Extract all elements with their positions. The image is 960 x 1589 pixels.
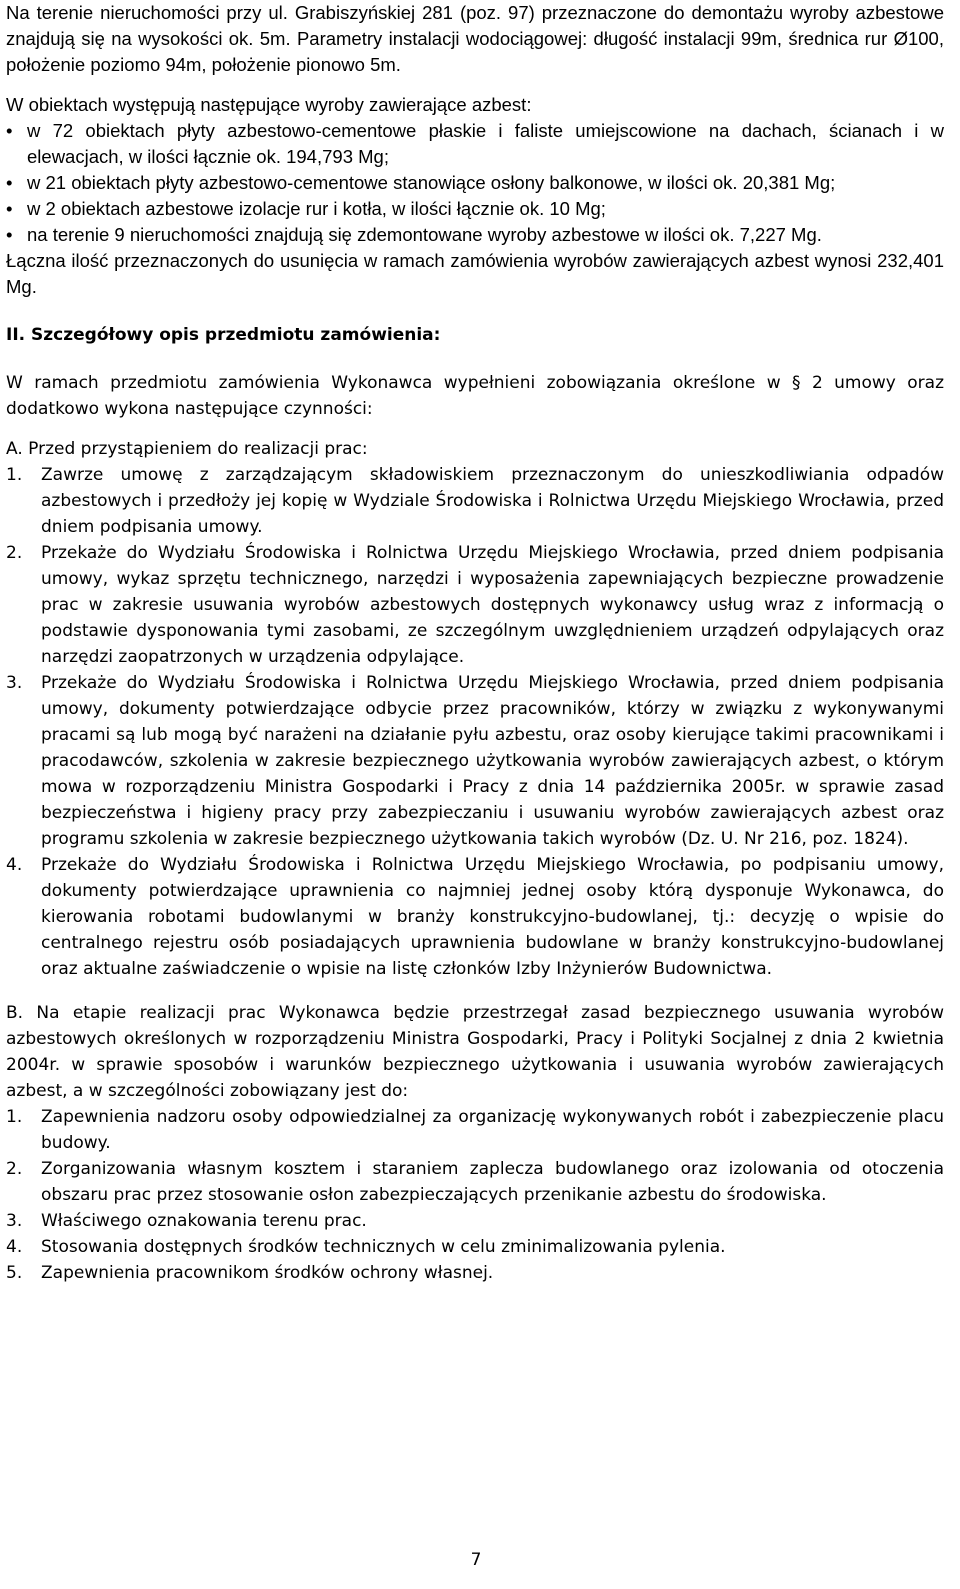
bullet-icon: • <box>6 172 13 193</box>
total-paragraph: Łączna ilość przeznaczonych do usunięcia w ramach zamówienia wyrobów zawierających azbest wynosi 232,401 Mg. <box>6 250 944 297</box>
item-text: Zorganizowania własnym kosztem i staraniem zaplecza budowlanego oraz izolowania od otoczenia obszaru prac przez stosowanie osłon zabezpieczających przenikanie azbestu do środowiska. <box>41 1159 944 1205</box>
list-item <box>6 670 944 852</box>
item-text: Przekaże do Wydziału Środowiska i Rolnictwa Urzędu Miejskiego Wrocławia, po podpisaniu umowy, dokumenty potwierdzające uprawnienia co najmniej jednej osoby którą dysponuje Wykonawca, do kierowania robotami budowlanymi w branży konstrukcyjno-budowlanej, tj.: decyzję o wpisie do centralnego rejestru osób posiadających uprawnienia budowlane w branży konstrukcyjno-budowlanej oraz aktualne zaświadczenie o wpisie na listę członków Izby Inżynierów Budownictwa. <box>41 855 944 979</box>
section-b-list <box>6 1104 944 1286</box>
bullet-icon: • <box>6 198 13 219</box>
section-a-list <box>6 462 944 982</box>
list-item <box>6 118 944 170</box>
item-number: 2. <box>6 1159 23 1179</box>
list-item-text: w 72 obiektach płyty azbestowo-cementowe płaskie i faliste umiejscowione na dachach, ścianach i w elewacjach, w ilości łącznie ok. 194,793 Mg; <box>27 120 944 167</box>
document-page <box>6 0 944 1286</box>
section-b-title: B. Na etapie realizacji prac Wykonawca będzie przestrzegał zasad bezpiecznego usuwania wyrobów azbestowych określonych w rozporządzeniu Ministra Gospodarki, Pracy i Polityki Socjalnej z dnia 2 kwietnia 2004r. w sprawie sposobów i warunków bezpiecznego użytkowania i usuwania wyrobów zawierających azbest, a w szczególności zobowiązany jest do: <box>6 1003 944 1101</box>
item-text: Zapewnienia pracownikom środków ochrony własnej. <box>41 1263 494 1283</box>
item-text: Stosowania dostępnych środków technicznych w celu zminimalizowania pylenia. <box>41 1237 726 1257</box>
section-a-title: A. Przed przystąpieniem do realizacji prac: <box>6 439 368 459</box>
section-heading: II. Szczegółowy opis przedmiotu zamówienia: <box>6 325 441 345</box>
item-number: 5. <box>6 1263 23 1283</box>
scope-paragraph: W ramach przedmiotu zamówienia Wykonawca wypełnieni zobowiązania określone w § 2 umowy oraz dodatkowo wykona następujące czynności: <box>6 373 944 419</box>
item-number: 3. <box>6 673 23 693</box>
spacer <box>6 422 944 436</box>
item-number: 1. <box>6 465 23 485</box>
bullet-icon: • <box>6 120 13 141</box>
page-number: 7 <box>470 1550 482 1570</box>
list-item <box>6 1260 944 1286</box>
list-item <box>6 1208 944 1234</box>
spacer <box>6 982 944 1000</box>
list-item <box>6 222 944 248</box>
list-item <box>6 1104 944 1156</box>
list-item <box>6 170 944 196</box>
spacer <box>6 348 944 370</box>
list-item <box>6 196 944 222</box>
intro-paragraph: Na terenie nieruchomości przy ul. Grabiszyńskiej 281 (poz. 97) przeznaczone do demontażu wyroby azbestowe znajdują się na wysokości ok. 5m. Parametry instalacji wodociągowej: długość instalacji 99m, średnica rur Ø100, położenie poziomo 94m, położenie pionowo 5m. <box>6 2 944 75</box>
spacer <box>6 78 944 92</box>
objects-intro: W obiektach występują następujące wyroby zawierające azbest: <box>6 94 532 115</box>
list-item <box>6 1234 944 1260</box>
item-text: Zawrze umowę z zarządzającym składowiskiem przeznaczonym do unieszkodliwiania odpadów azbestowych i przedłoży jej kopię w Wydziale Środowiska i Rolnictwa Urzędu Miejskiego Wrocławia, przed dniem podpisania umowy. <box>41 465 944 537</box>
list-item <box>6 852 944 982</box>
item-text: Przekaże do Wydziału Środowiska i Rolnictwa Urzędu Miejskiego Wrocławia, przed dniem podpisania umowy, dokumenty potwierdzające odbycie przez pracowników, którzy w związku z wykonywanymi pracami są lub mogą być narażeni na działanie pyłu azbestu, oraz osoby kierujące takimi pracownikami i pracodawców, szkolenia w zakresie bezpiecznego użytkowania wyrobów zawierających azbest, o którym mowa w rozporządzeniu Ministra Gospodarki i Pracy z dnia 14 października 2005r. w sprawie zasad bezpieczeństwa i higieny pracy przy zabezpieczaniu i usuwaniu wyrobów zawierających azbest oraz programu szkolenia w zakresie bezpiecznego użytkowania takich wyrobów (Dz. U. Nr 216, poz. 1824). <box>41 673 944 849</box>
item-text: Przekaże do Wydziału Środowiska i Rolnictwa Urzędu Miejskiego Wrocławia, przed dniem podpisania umowy, wykaz sprzętu technicznego, narzędzi i wyposażenia zapewniających bezpieczne prowadzenie prac w zakresie usuwania wyrobów azbestowych dostępnych wykonawcy usług wraz z informacją o podstawie dysponowania tymi zasobami, ze szczególnym uwzględnieniem urządzeń odpylających oraz narzędzi zaopatrzonych w urządzenia odpylające. <box>41 543 944 667</box>
item-number: 2. <box>6 543 23 563</box>
spacer <box>6 300 944 322</box>
item-number: 3. <box>6 1211 23 1231</box>
bullet-icon: • <box>6 224 13 245</box>
item-number: 4. <box>6 1237 23 1257</box>
item-text: Zapewnienia nadzoru osoby odpowiedzialnej za organizację wykonywanych robót i zabezpieczenie placu budowy. <box>41 1107 944 1153</box>
item-text: Właściwego oznakowania terenu prac. <box>41 1211 367 1231</box>
list-item <box>6 462 944 540</box>
item-number: 4. <box>6 855 23 875</box>
list-item <box>6 1156 944 1208</box>
objects-list <box>6 118 944 248</box>
item-number: 1. <box>6 1107 23 1127</box>
list-item <box>6 540 944 670</box>
list-item-text: w 21 obiektach płyty azbestowo-cementowe stanowiące osłony balkonowe, w ilości ok. 20,381 Mg; <box>27 172 836 193</box>
list-item-text: w 2 obiektach azbestowe izolacje rur i kotła, w ilości łącznie ok. 10 Mg; <box>27 198 606 219</box>
list-item-text: na terenie 9 nieruchomości znajdują się zdemontowane wyroby azbestowe w ilości ok. 7,227 Mg. <box>27 224 822 245</box>
